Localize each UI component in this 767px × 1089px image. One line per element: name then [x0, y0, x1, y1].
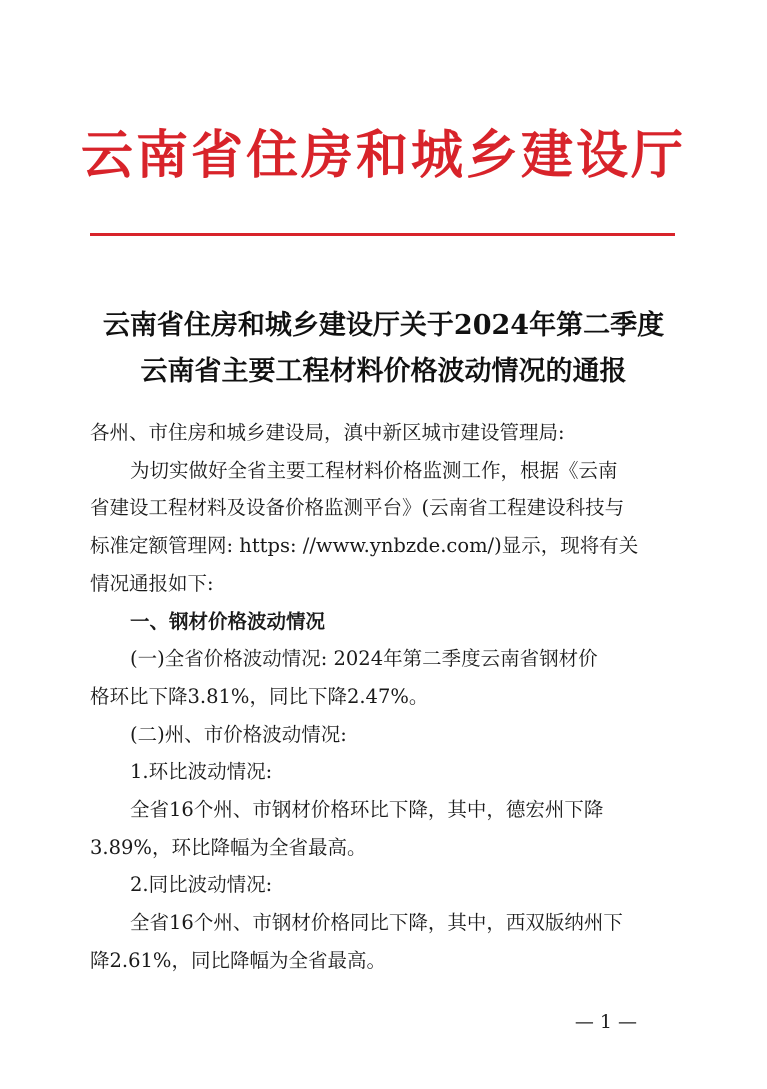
document-body: [90, 414, 680, 980]
item-2-heading: 2.同比波动情况:: [130, 873, 273, 897]
intro-line-1: 为切实做好全省主要工程材料价格监测工作，根据《云南: [130, 458, 618, 482]
intro-line-4: 情况通报如下:: [90, 571, 214, 595]
item-1-line-2: 3.89%，环比降幅为全省最高。: [90, 835, 367, 859]
intro-line-2: 省建设工程材料及设备价格监测平台》(云南省工程建设科技与: [90, 496, 625, 520]
masthead-red-rule: [90, 233, 675, 236]
document-title-line-1: 云南省住房和城乡建设厅关于2024年第二季度: [102, 310, 665, 341]
sub-2-heading: (二)州、市价格波动情况:: [130, 722, 347, 746]
section-1-heading: 一、钢材价格波动情况: [130, 609, 326, 633]
masthead-title: 云南省住房和城乡建设厅: [80, 125, 686, 186]
addressee: 各州、市住房和城乡建设局，滇中新区城市建设管理局:: [90, 421, 565, 444]
item-1-heading: 1.环比波动情况:: [130, 760, 273, 784]
sub-1-line-1: (一)全省价格波动情况: 2024年第二季度云南省钢材价: [130, 647, 598, 671]
item-2-line-2: 降2.61%，同比降幅为全省最高。: [90, 948, 386, 972]
item-2-line-1: 全省16个州、市钢材价格同比下降，其中，西双版纳州下: [130, 911, 623, 935]
intro-line-3: 标准定额管理网: https: //www.ynbzde.com/)显示，现将有关: [90, 534, 639, 558]
item-1-line-1: 全省16个州、市钢材价格环比下降，其中，德宏州下降: [130, 798, 604, 822]
document-title-line-2: 云南省主要工程材料价格波动情况的通报: [140, 356, 627, 387]
sub-1-line-2: 格环比下降3.81%，同比下降2.47%。: [90, 684, 429, 708]
page-number: — 1 —: [574, 1011, 637, 1033]
document-title: [0, 303, 767, 395]
